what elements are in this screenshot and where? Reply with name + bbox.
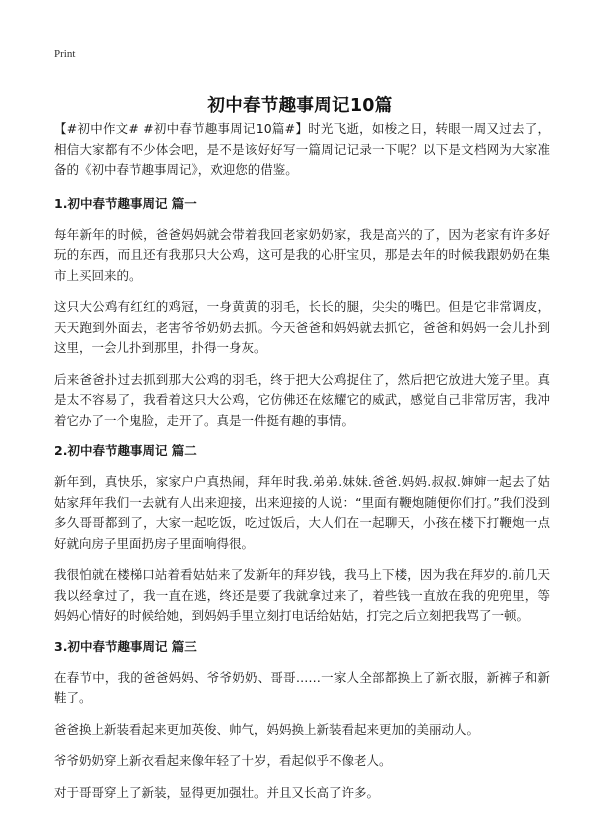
section-heading-1: 1.初中春节趣事周记 篇一 — [54, 195, 197, 211]
section-2-paragraph-2: 我很怕就在楼梯口站着看姑姑来了发新年的拜岁钱，我马上下楼，因为我在拜岁的.前几天我以经拿过了，我一直在逃，终还是要了我就拿过来了，着些钱一直放在我的兜兜里，等妈妈心情好的时候给她，到妈妈手里立刻打电话给姑姑，打完之后立刻把我骂了一顿。 — [54, 567, 550, 623]
section-1-paragraph-2: 这只大公鸡有红红的鸡冠，一身黄黄的羽毛，长长的腿，尖尖的嘴巴。但是它非常调皮，天天跑到外面去，老害爷爷奶奶去抓。今天爸爸和妈妈就去抓它，爸爸和妈妈一会儿扑到这里，一会儿扑到那里，扑得一身灰。 — [54, 299, 550, 355]
section-3-paragraph-3: 爷爷奶奶穿上新衣看起来像年轻了十岁，看起似乎不像老人。 — [54, 753, 392, 768]
section-2-paragraph-1: 新年到，真快乐，家家户户真热闹，拜年时我.弟弟.妹妹.爸爸.妈妈.叔叔.婶婶一起去了姑姑家拜年我们一去就有人出来迎接，出来迎接的人说：“里面有鞭炮随便你们打。”我们没到多久哥哥都到了，大家一起吃饭，吃过饭后，大人们在一起聊天，小孩在楼下打鞭炮一点好就向房子里面扔房子里面响得很。 — [54, 474, 550, 551]
section-3-paragraph-4: 对于哥哥穿上了新装，显得更加强壮。并且又长高了许多。 — [54, 784, 380, 800]
section-1-paragraph-1: 每年新年的时候，爸爸妈妈就会带着我回老家奶奶家，我是高兴的了，因为老家有许多好玩的东西，而且还有我那只大公鸡，这可是我的心肝宝贝，那是去年的时候我跟奶奶在集市上买回来的。 — [54, 226, 550, 283]
intro-paragraph: 【#初中作文# #初中春节趣事周记10篇#】时光飞逝，如梭之日，转眼一周又过去了，相信大家都有不少体会吧，是不是该好好写一篇周记记录一下呢？以下是文档网为大家准备的《初中春节趣事周记》，欢迎您的借鉴。 — [54, 121, 550, 177]
section-1-paragraph-3: 后来爸爸扑过去抓到那大公鸡的羽毛，终于把大公鸡捉住了，然后把它放进大笼子里。真是太不容易了，我看着这只大公鸡，它仿佛还在炫耀它的威武，感觉自己非常厉害，我冲着它办了一个鬼脸，走开了。真是一件挺有趣的事情。 — [54, 371, 550, 428]
section-3-paragraph-1: 在春节中，我的爸爸妈妈、爷爷奶奶、哥哥……一家人全部都换上了新衣服，新裤子和新鞋了。 — [54, 669, 550, 705]
print-link[interactable]: Print — [54, 48, 76, 60]
article-body — [54, 119, 550, 814]
section-heading-3: 3.初中春节趣事周记 篇三 — [54, 638, 197, 654]
page-title: 初中春节趣事周记10篇 — [207, 95, 393, 116]
section-heading-2: 2.初中春节趣事周记 篇二 — [54, 443, 197, 458]
section-3-paragraph-2: 爸爸换上新装看起来更加英俊、帅气，妈妈换上新装看起来更加的美丽动人。 — [54, 721, 480, 737]
